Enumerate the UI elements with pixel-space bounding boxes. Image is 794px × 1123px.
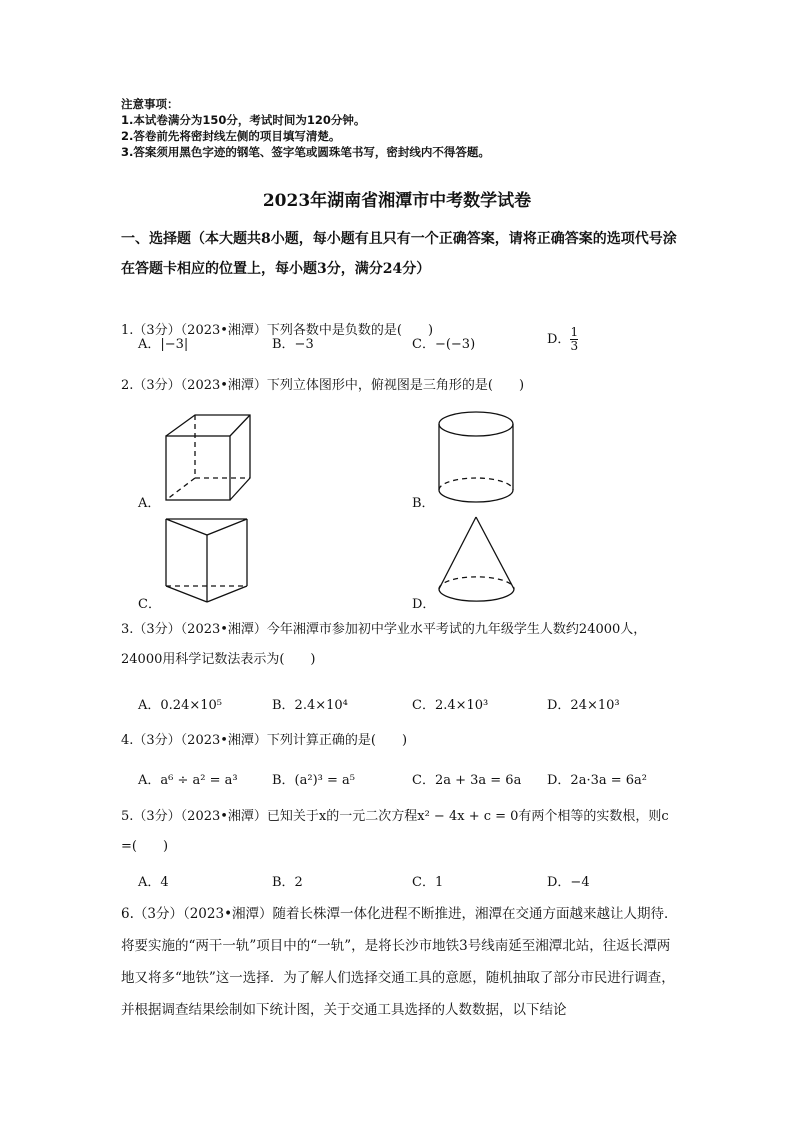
fraction [570, 326, 578, 353]
option-d[interactable]: D．−4 [547, 875, 590, 890]
notice-line: 1.本试卷满分为150分，考试时间为120分钟。 [121, 113, 366, 127]
question-6-stem: 6.（3分）（2023•湘潭）随着长株潭一体化进程不断推进，湘潭在交通方面越来越让人期待．将要实施的“两干一轨”项目中的“一轨”，是将长沙市地铁3号线南延至湘潭北站，往返长潭两地又将多“地铁”这一选择．为了解人们选择交通工具的意愿，随机抽取了部分市民进行调查，并根据调查结果绘制如下统计图，关于交通工具选择的人数数据，以下结论 [121, 906, 678, 1018]
cube-icon[interactable] [165, 412, 255, 502]
option-a[interactable]: A．|−3| [138, 337, 189, 352]
notice-heading: 注意事项： [121, 97, 179, 111]
option-b[interactable]: B． [412, 496, 435, 511]
cylinder-icon[interactable] [438, 410, 518, 505]
option-d-label: D． [547, 332, 571, 347]
option-d[interactable] [547, 326, 578, 353]
question-1-stem: 1.（3分）（2023•湘潭）下列各数中是负数的是( ) [121, 323, 434, 338]
numerator: 1 [570, 325, 579, 339]
question-3-stem: 3.（3分）（2023•湘潭）今年湘潭市参加初中学业水平考试的九年级学生人数约24000人，24000用科学记数法表示为( ) [121, 622, 647, 667]
option-a[interactable]: A．0.24×10⁵ [138, 698, 222, 713]
option-a[interactable]: A．4 [138, 875, 169, 890]
option-d[interactable]: D．2a·3a = 6a² [547, 773, 647, 788]
question-5-stem: 5.（3分）（2023•湘潭）已知关于x的一元二次方程x² − 4x + c = 0有两个相等的实数根，则c =( ) [121, 809, 669, 854]
option-d[interactable]: D．24×10³ [547, 698, 620, 713]
option-c[interactable]: C． [138, 597, 161, 612]
option-b[interactable]: B．2.4×10⁴ [272, 698, 348, 713]
question-4-stem: 4.（3分）（2023•湘潭）下列计算正确的是( ) [121, 733, 408, 748]
page-title: 2023年湖南省湘潭市中考数学试卷 [262, 191, 532, 211]
option-b[interactable]: B．2 [272, 875, 303, 890]
notice-block [121, 96, 490, 160]
notice-line: 2.答卷前先将密封线左侧的项目填写清楚。 [121, 129, 341, 143]
option-c[interactable]: C．2.4×10³ [412, 698, 489, 713]
option-d[interactable]: D． [412, 597, 436, 612]
option-c[interactable]: C．2a + 3a = 6a [412, 773, 522, 788]
section-heading: 一、选择题（本大题共8小题，每小题有且只有一个正确答案，请将正确答案的选项代号涂在答题卡相应的位置上，每小题3分，满分24分） [121, 231, 677, 277]
triangular-prism-icon[interactable] [165, 516, 255, 606]
option-a[interactable]: A．a⁶ ÷ a² = a³ [138, 773, 238, 788]
option-b[interactable]: B．−3 [272, 337, 314, 352]
option-c[interactable]: C．1 [412, 875, 444, 890]
denominator: 3 [570, 339, 579, 353]
option-b[interactable]: B．(a²)³ = a⁵ [272, 773, 355, 788]
notice-line: 3.答案须用黑色字迹的钢笔、签字笔或圆珠笔书写，密封线内不得答题。 [121, 145, 490, 159]
question-2-stem: 2.（3分）（2023•湘潭）下列立体图形中，俯视图是三角形的是( ) [121, 378, 525, 393]
option-a[interactable]: A． [138, 496, 161, 511]
option-c[interactable]: C．−(−3) [412, 337, 476, 352]
cone-icon[interactable] [438, 516, 518, 606]
